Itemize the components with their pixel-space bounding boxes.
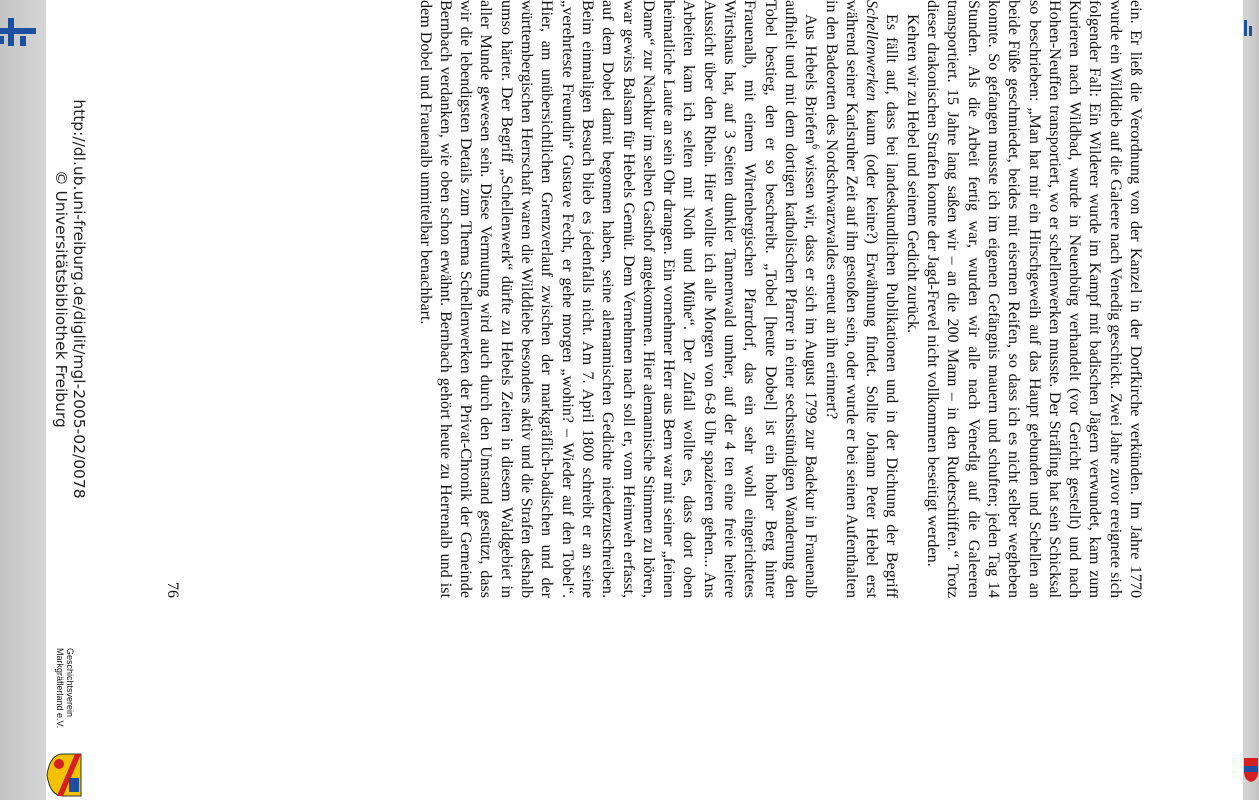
footnote-marker: 6 [809, 144, 821, 150]
page-number: 76 [164, 582, 181, 598]
paragraph-1: ein. Er ließ die Verordnung von der Kanzel in der Dorfkirche verkünden. Im Jahre 1770 wurde ein Wilddieb auf die Galeere nach Venedig geschickt. Zwei Jahre zuvor ereignete sich folgender Fall: Ein Wilderer wurde im Kampf mit badischen Jägern verwundet, kam zum Kurieren nach Wildbad, wurde in Neuenbürg verhandelt (vor Gericht gestellt) und nach Hohen-Neuffen transportiert, wo er schellenwerken musste. Der Sträfling hat sein Schicksal so beschrieben: „Man hat mir ein Hirschgeweih auf das Haupt gebunden und Schellen an beide Füße geschmiedet, beides mit eisernen Reifen, so dass ich es nicht selber wegheben konnte. So gefangen musste ich im eigenen Gefängnis mauern und schuften; jeden Tag 14 Stunden. Als die Arbeit fertig war, wurden wir alle nach Venedig auf die Galeeren transportiert. 15 Jahre lang saßen wir – an die 200 Mann – in den Ruderschiffen.“ Trotz dieser drakonischen Strafen konnte der Jagd-Frevel nicht vollkommen beseitigt werden. [924, 0, 1144, 598]
publisher-line-2: Markgräflerland e.V. [55, 648, 65, 729]
copyright-notice: © Universitätsbibliothek Freiburg [52, 170, 70, 428]
paragraph-4: Aus Hebels Briefen$^6$ wissen wir, dass er sich im August 1799 zur Badekur in Frauenalb aufhielt und mit dem dortigen katholischen Pfarrer in einer sechsstündigen Wanderung den Tobel bestieg, den er so beschreibt. „Tobel [heute Dobel] ist ein hoher Berg hinter Frauenalb, mit einem Wirtenbergischen Pfarrdorf, das ein sehr wohl eingerichtetes Wirtshaus hat, auf 3 Seiten dunkler Tannenwald umher, auf der 4 ten eine freie heitere Aussicht über den Rhein. Hier wollte ich alle Morgen von 6-8 Uhr spazieren gehen... Ans Arbeiten kam ich selten mit Noth und Mühe“. Der Zufall wollte es, dass dort oben heimatliche Laute an sein Ohr drangen. Ein vornehmer Herr aus Bern war mit seiner „feinen Dame“ zur Nachkur im selben Gasthof angekommen. Hier alemannische Stimmen zu hören, war gewiss Balsam für Hebels Gemüt. Dem Vernehmen nach soll er, vom Heimweh erfasst, auf dem Dobel damit begonnen haben, seine alemannischen Gedichte niederzuschreiben. Beim einmaligen Besuch blieb es jedenfalls nicht. Am 7. April 1800 schreibt er an seine „verehrteste Freundin“ Gustave Fecht, er gehe morgen „wohin? – Wieder auf den Tobel“. Hier, am unübersichtlichen Grenzverlauf zwischen der markgräflich-badischen und der württembergischen Herrschaft waren die Wilddiebe besonders aktiv und die Strafen deshalb umso härter. Der Begriff „Schellenwerk“ dürfte zu Hebels Zeiten in diesem Waldgebiet in aller Munde gewesen sein. Diese Vermutung wird auch durch den Umstand gestützt, dass wir die lebendigsten Details zum Thema Schellenwerken der Privat-Chronik der Gemeinde Bernbach verdanken, wie oben schon erwähnt. Bernbach gehört heute zu Herrenalb und ist dem Dobel und Frauenalb unmittelbar benachbart. [416, 0, 821, 598]
coat-of-arms-icon [46, 752, 83, 798]
source-url[interactable]: http://dl.ub.uni-freiburg.de/diglit/mgl-2005-02/0078 [70, 99, 88, 499]
viewer-left-margin [0, 0, 46, 800]
publisher-name [55, 648, 75, 729]
document-page [46, 0, 1243, 800]
paragraph-3: Es fällt auf, dass bei landeskundlichen Publikationen und in der Dichtung der Begriff Schellenwerken kaum (oder keine?) Erwähnung findet. Sollte Johann Peter Hebel erst während seiner Karlsruher Zeit auf ihn gestoßen sein, oder wurde er bei seinen Aufenthalten in den Badeorten des Nordschwarzwaldes erneut an ihn erinnert? [822, 0, 901, 598]
publisher-line-1: Geschichtsverein [65, 648, 75, 718]
page-edge-mark-icon [1242, 18, 1254, 40]
italic-term: Schellenwerken [863, 0, 881, 101]
body-text [414, 0, 1145, 598]
adjacent-page-crest-icon [1244, 756, 1258, 782]
rotated-page-content [46, 0, 1243, 800]
library-logo-icon [0, 14, 36, 50]
viewer-right-margin [1243, 0, 1259, 800]
paragraph-2: Kehren wir zu Hebel und seinem Gedicht zurück. [903, 14, 921, 334]
